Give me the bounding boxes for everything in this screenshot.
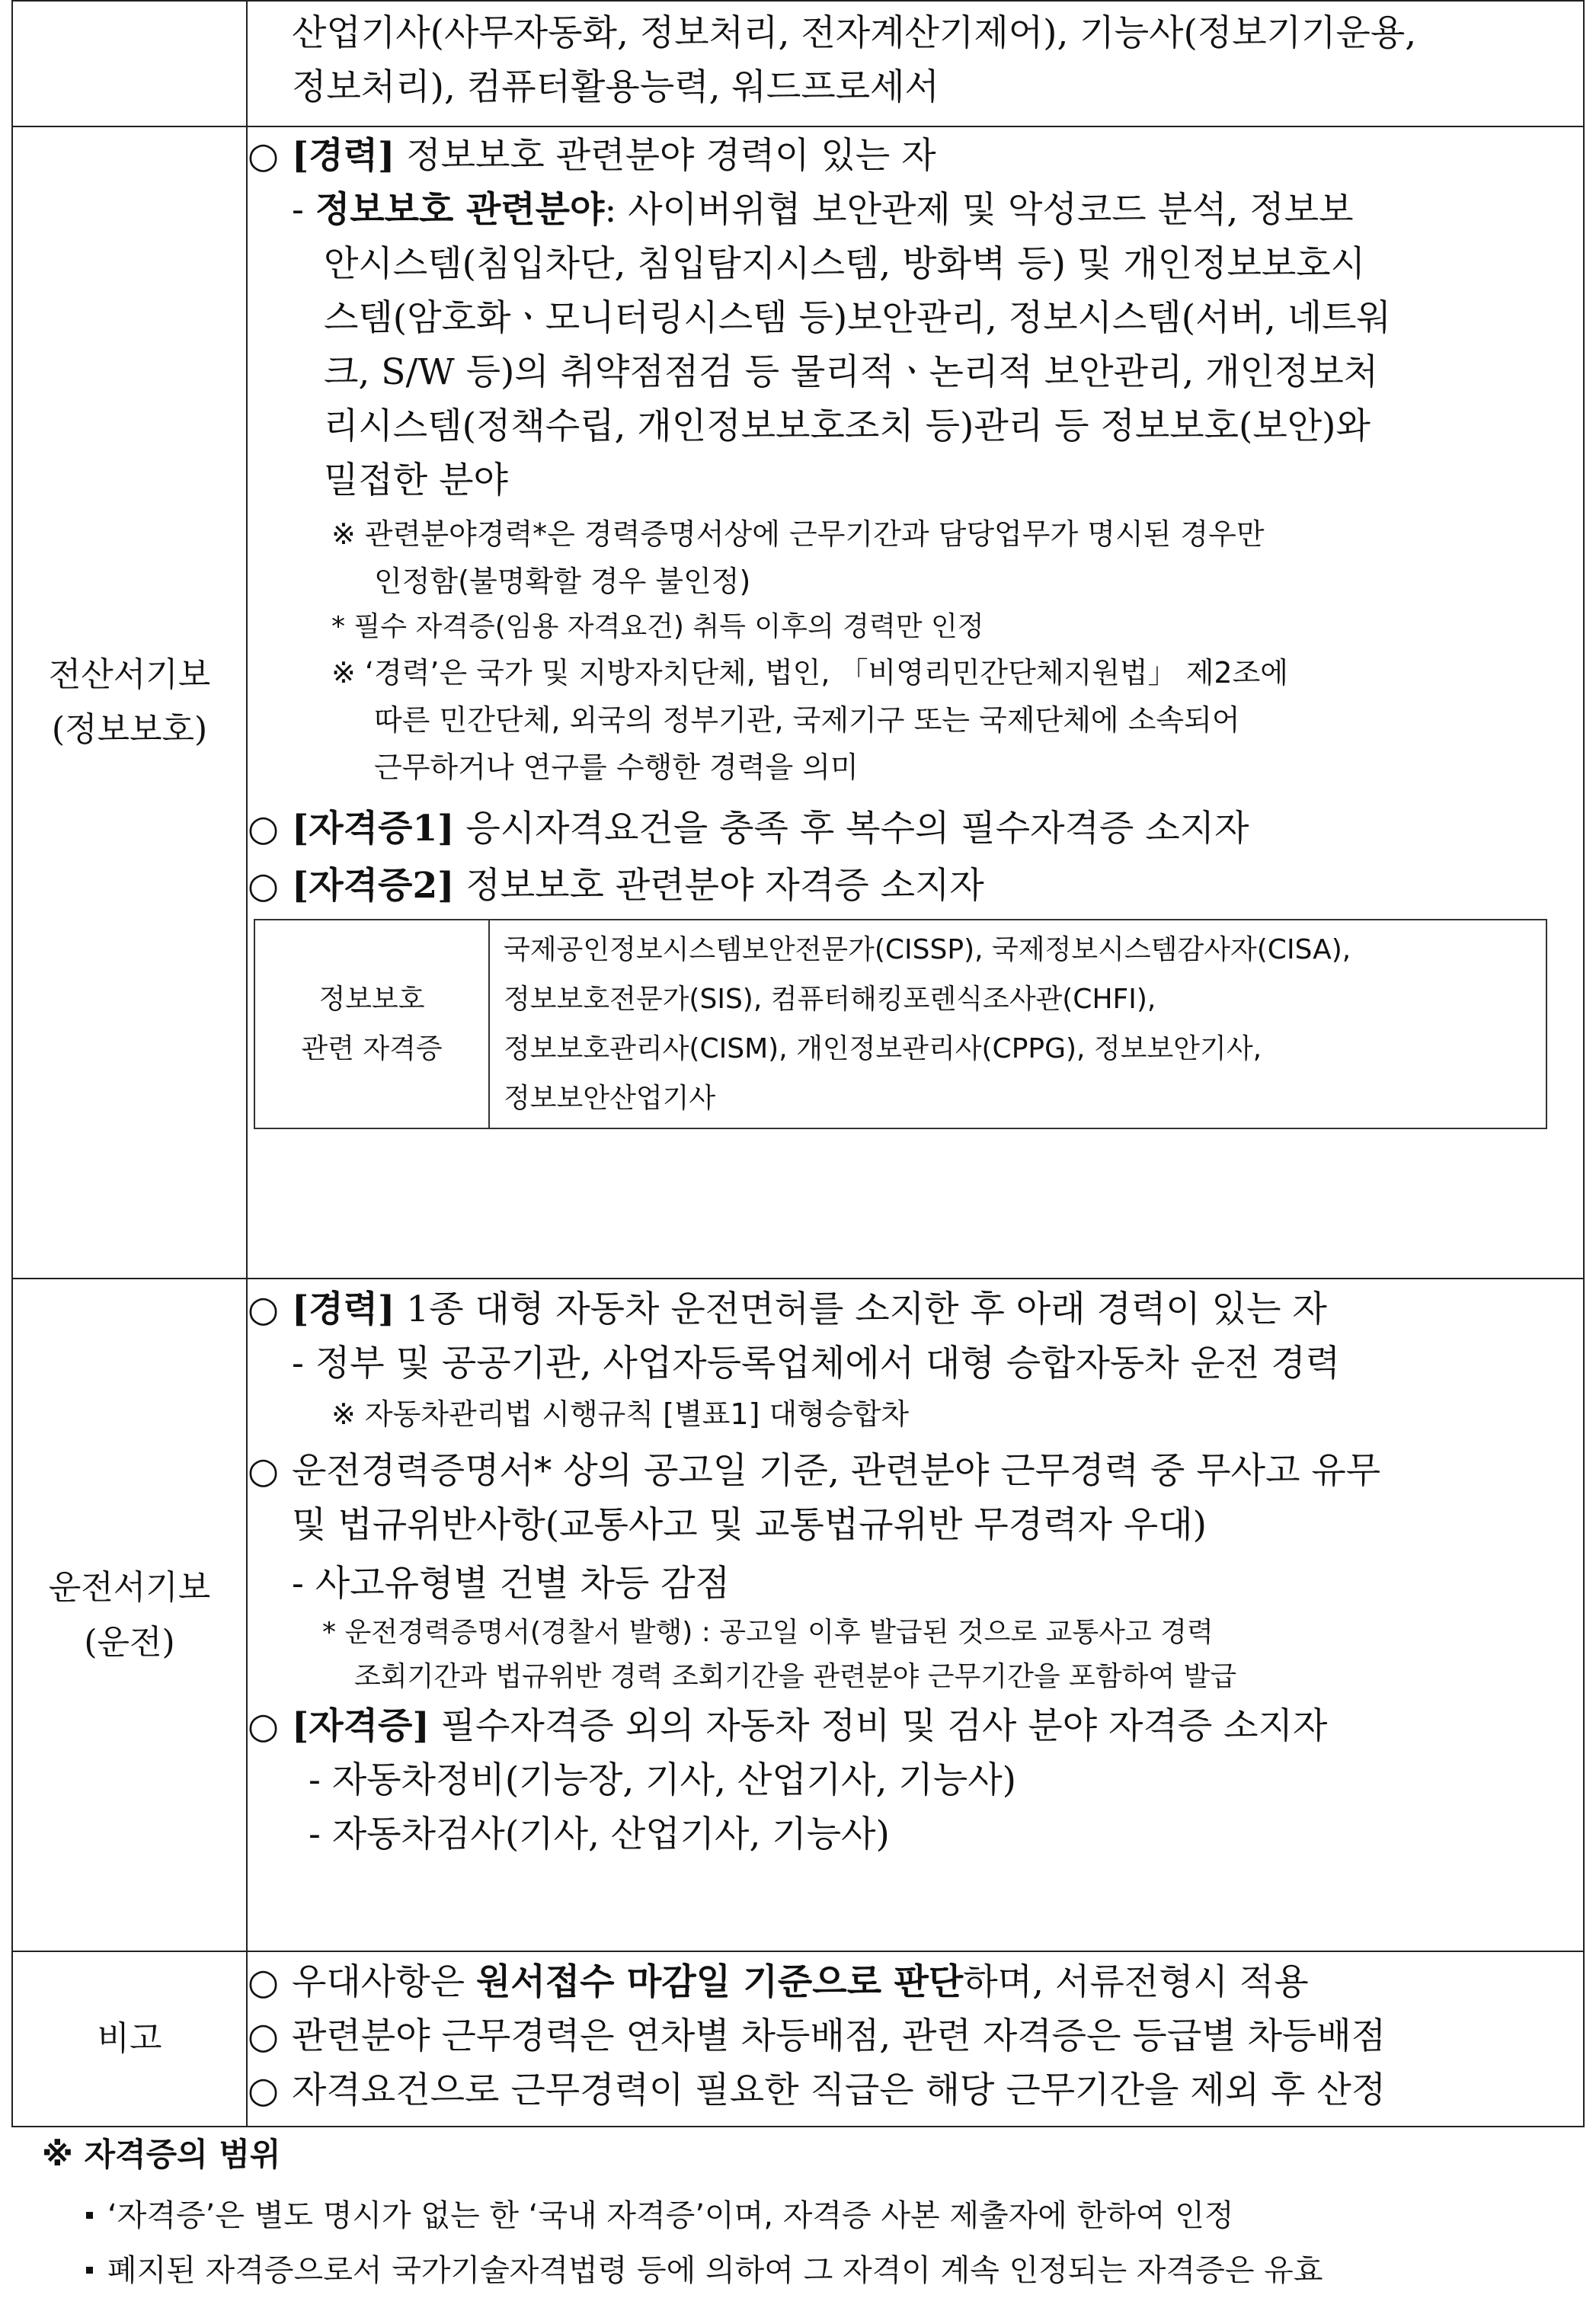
field-bold: 정보보호 관련분야 [315,189,605,231]
circle-bullet: ○ [248,135,280,177]
remark-text: 하며, 서류전형시 적용 [963,1961,1309,2003]
dash: - [292,189,304,231]
circle-bullet: ○ [248,1288,280,1330]
note-line: ※ 자동차관리법 시행규칙 [별표1] 대형승합차 [331,1397,910,1431]
document [11,0,1585,2298]
row-label-line: (정보보호) [51,710,208,749]
footer-item-text: ‘자격증’은 별도 명시가 없는 한 ‘국내 자격증’이며, 자격증 사본 제출자에 한하여 인정 [107,2198,1234,2233]
note-line: 인정함(불명확할 경우 불인정) [374,565,751,598]
cert-dash: - 자동차정비(기능장, 기사, 산업기사, 기능사) [309,1759,1016,1801]
record-line [248,1444,1583,1498]
qualification-table [11,0,1585,2127]
note-line: 따른 민간단체, 외국의 정부기관, 국제기구 또는 국제단체에 소속되어 [374,703,1240,737]
circle-bullet: ○ [248,2015,280,2057]
cert2-text: 정보보호 관련분야 자격증 소지자 [454,865,984,907]
remark-bold: 원서접수 마감일 기준으로 판단 [475,1961,964,2003]
star-note: * 운전경력증명서(경찰서 발행) : 공고일 이후 발급된 것으로 교통사고 경력 [322,1617,1214,1648]
row-label-line: 전산서기보 [48,655,211,694]
cert-tag: [자격증] [292,1705,430,1747]
row-label [12,1279,247,1951]
cert2-tag: [자격증2] [292,865,455,907]
remark-text: 우대사항은 [292,1961,476,2003]
footer-heading: ※ 자격증의 범위 [42,2136,281,2173]
career-text: 정보보호 관련분야 경력이 있는 자 [395,135,936,177]
note-line: ※ 관련분야경력*은 경력증명서상에 근무기간과 담당업무가 명시된 경우만 [331,517,1265,551]
inner-line: 국제공인정보시스템보안전문가(CISSP), 국제정보시스템감사자(CISA), [504,934,1351,965]
infosec-cert-table [254,919,1547,1129]
remark-line [248,2063,1583,2117]
cert-text: 필수자격증 외의 자동차 정비 및 검사 분야 자격증 소지자 [429,1705,1328,1747]
row-content [247,1951,1584,2127]
record-line: 및 법규위반사항(교통사고 및 교통법규위반 무경력자 우대) [292,1504,1207,1546]
row-label-line: 비고 [97,2019,162,2058]
remark-line [248,2009,1583,2063]
inner-label-line: 정보보호 [318,984,425,1015]
cert1-text: 응시자격요건을 충족 후 복수의 필수자격증 소지자 [454,808,1249,850]
circle-bullet: ○ [248,1961,280,2003]
remark-line [248,1955,1583,2009]
career-tag: [경력] [292,1288,395,1330]
square-bullet-icon [86,2267,93,2274]
field-line [248,183,1583,237]
table-row [12,1,1584,126]
square-bullet-icon [86,2212,93,2219]
field-line: 리시스템(정책수립, 개인정보보호조치 등)관리 등 정보보호(보안)와 [324,405,1371,447]
row-content [247,1279,1584,1951]
career-text: 1종 대형 자동차 운전면허를 소지한 후 아래 경력이 있는 자 [395,1288,1327,1330]
field-text: : 사이버위협 보안관제 및 악성코드 분석, 정보보 [604,189,1354,231]
inner-line: 정보보호전문가(SIS), 컴퓨터해킹포렌식조사관(CHFI), [504,984,1156,1015]
circle-bullet: ○ [248,1705,280,1747]
field-line: 크, S/W 등)의 취약점점검 등 물리적ㆍ논리적 보안관리, 개인정보처 [324,351,1379,393]
cert-list-line: 정보처리), 컴퓨터활용능력, 워드프로세서 [292,66,939,108]
inner-label [254,920,489,1128]
cert-line [248,1699,1583,1753]
cert-dash: - 자동차검사(기사, 산업기사, 기능사) [309,1813,890,1855]
cert1-line [248,802,1583,856]
row-label [12,1951,247,2127]
note-line: ※ ‘경력’은 국가 및 지방자치단체, 법인, 「비영리민간단체지원법」 제2조에 [331,656,1289,690]
cert2-line [248,859,1583,913]
inner-row [254,920,1546,1128]
field-line: 밀접한 분야 [324,459,508,501]
remark-text: 자격요건으로 근무경력이 필요한 직급은 해당 근무기간을 제외 후 산정 [292,2069,1387,2111]
record-dash: - 사고유형별 건별 차등 감점 [292,1563,731,1605]
table-row [12,1279,1584,1951]
row-label [12,126,247,1279]
footer-item [11,2243,1585,2298]
field-line: 안시스템(침입차단, 침입탐지시스템, 방화벽 등) 및 개인정보보호시 [324,243,1366,285]
career-dash: - 정부 및 공공기관, 사업자등록업체에서 대형 승합자동차 운전 경력 [292,1343,1341,1384]
field-line: 스템(암호화ㆍ모니터링시스템 등)보안관리, 정보시스템(서버, 네트워 [324,297,1391,339]
footer [11,2127,1585,2298]
row-content [247,126,1584,1279]
career-line [248,129,1583,183]
table-row [12,126,1584,1279]
star-note: * 필수 자격증(임용 자격요건) 취득 이후의 경력만 인정 [331,611,984,642]
inner-line: 정보보호관리사(CISM), 개인정보관리사(CPPG), 정보보안기사, [504,1033,1262,1064]
circle-bullet: ○ [248,1450,280,1492]
career-tag: [경력] [292,135,395,177]
circle-bullet: ○ [248,865,280,907]
table-row [12,1951,1584,2127]
cert-list-line: 산업기사(사무자동화, 정보처리, 전자계산기제어), 기능사(정보기기운용, [292,12,1417,54]
row-content [247,1,1584,126]
note-line: 근무하거나 연구를 수행한 경력을 의미 [374,751,859,784]
row-label-line: 운전서기보 [48,1567,211,1607]
cert1-tag: [자격증1] [292,808,455,850]
row-label-empty [12,1,247,126]
footer-item-text: 폐지된 자격증으로서 국가기술자격법령 등에 의하여 그 자격이 계속 인정되는 자격증은 유효 [107,2253,1323,2288]
inner-content [489,920,1546,1128]
circle-bullet: ○ [248,2069,280,2111]
remark-text: 관련분야 근무경력은 연차별 차등배점, 관련 자격증은 등급별 차등배점 [292,2015,1387,2057]
career-line [248,1282,1583,1336]
inner-line: 정보보안산업기사 [504,1083,716,1114]
row-label-line: (운전) [84,1622,175,1662]
record-text: 운전경력증명서* 상의 공고일 기준, 관련분야 근무경력 중 무사고 유무 [292,1450,1381,1492]
footer-item [11,2188,1585,2243]
circle-bullet: ○ [248,808,280,850]
star-note: 조회기간과 법규위반 경력 조회기간을 관련분야 근무기간을 포함하여 발급 [354,1661,1237,1692]
inner-label-line: 관련 자격증 [301,1033,443,1064]
